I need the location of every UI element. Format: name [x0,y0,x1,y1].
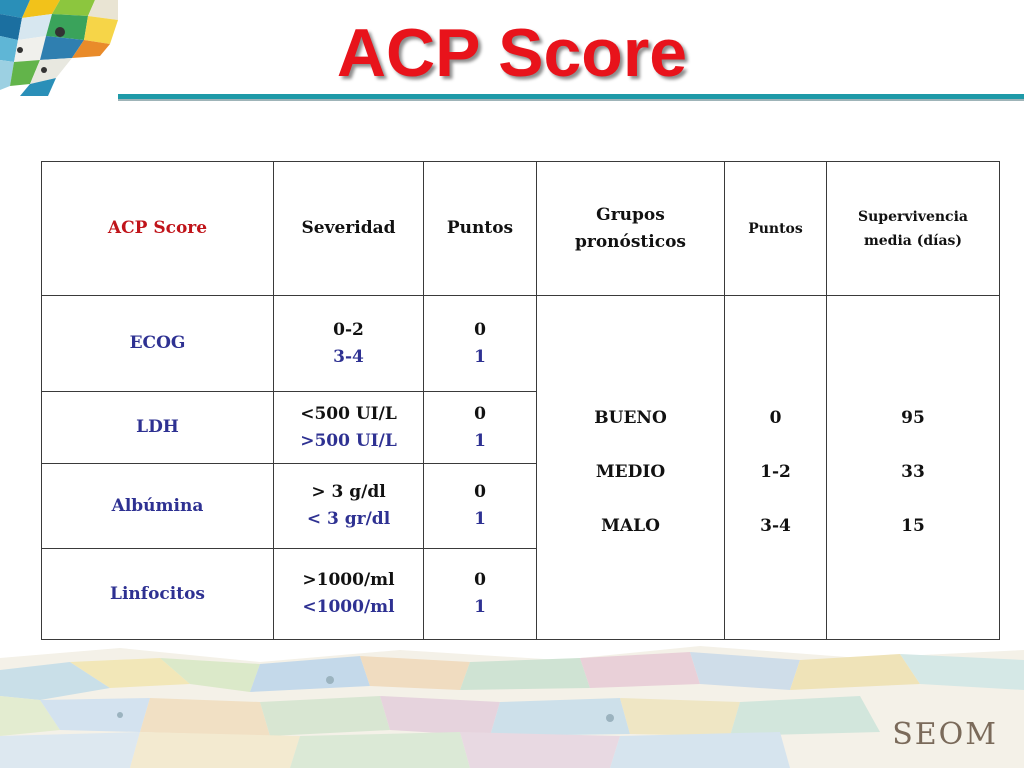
header-puntos-grupo: Puntos [725,162,827,296]
acp-score-table [41,161,1000,640]
puntos-linfocitos [424,549,537,640]
severidad-value: >500 UI/L [300,430,397,451]
header-supervivencia [827,162,1000,296]
supervivencia-cell [827,296,1000,640]
group-supervivencia: 95 [901,407,925,428]
severidad-value: 3-4 [333,346,364,367]
severidad-ldh [274,392,424,464]
page-title: ACP Score [336,15,688,91]
table-header-row [42,162,1000,296]
group-name: MALO [601,515,660,536]
severidad-value: <500 UI/L [300,403,397,424]
table-row [42,296,1000,392]
seom-logo-text: SEOM [892,717,998,752]
group-puntos: 3-4 [760,515,791,536]
header-acp-score: ACP Score [42,162,274,296]
row-label-albumina: Albúmina [42,464,274,549]
puntos-ecog [424,296,537,392]
group-puntos: 1-2 [760,461,791,482]
severidad-value: > 3 g/dl [311,482,386,502]
puntos-value: 0 [474,403,486,424]
severidad-linfocitos [274,549,424,640]
severidad-value: < 3 gr/dl [306,509,391,529]
row-label-linfocitos: Linfocitos [42,549,274,640]
group-supervivencia: 15 [901,515,925,536]
group-puntos: 0 [769,407,782,428]
group-name: MEDIO [595,461,666,482]
severidad-value: 0-2 [333,319,364,340]
severidad-ecog [274,296,424,392]
grupos-pronosticos-cell [537,296,725,640]
puntos-value: 1 [474,509,486,529]
severidad-albumina [274,464,424,549]
header-puntos: Puntos [424,162,537,296]
header-severidad: Severidad [274,162,424,296]
puntos-value: 1 [474,597,486,617]
severidad-value: <1000/ml [302,597,395,617]
puntos-value: 0 [474,482,486,502]
puntos-albumina [424,464,537,549]
header-grupos [537,162,725,296]
puntos-value: 1 [474,430,486,451]
header-supervivencia-text: Supervivencia media (días) [858,208,968,249]
puntos-value: 0 [474,570,486,590]
group-puntos-cell [725,296,827,640]
header-divider-shadow [118,99,1024,101]
puntos-ldh [424,392,537,464]
group-supervivencia: 33 [901,461,925,482]
puntos-value: 0 [474,319,486,340]
puntos-value: 1 [474,346,486,367]
header-grupos-text: Grupos pronósticos [574,204,687,252]
row-label-ecog: ECOG [42,296,274,392]
row-label-ldh: LDH [42,392,274,464]
severidad-value: >1000/ml [302,570,395,590]
group-name: BUENO [594,407,667,428]
mosaic-footer-decoration [0,640,1024,768]
